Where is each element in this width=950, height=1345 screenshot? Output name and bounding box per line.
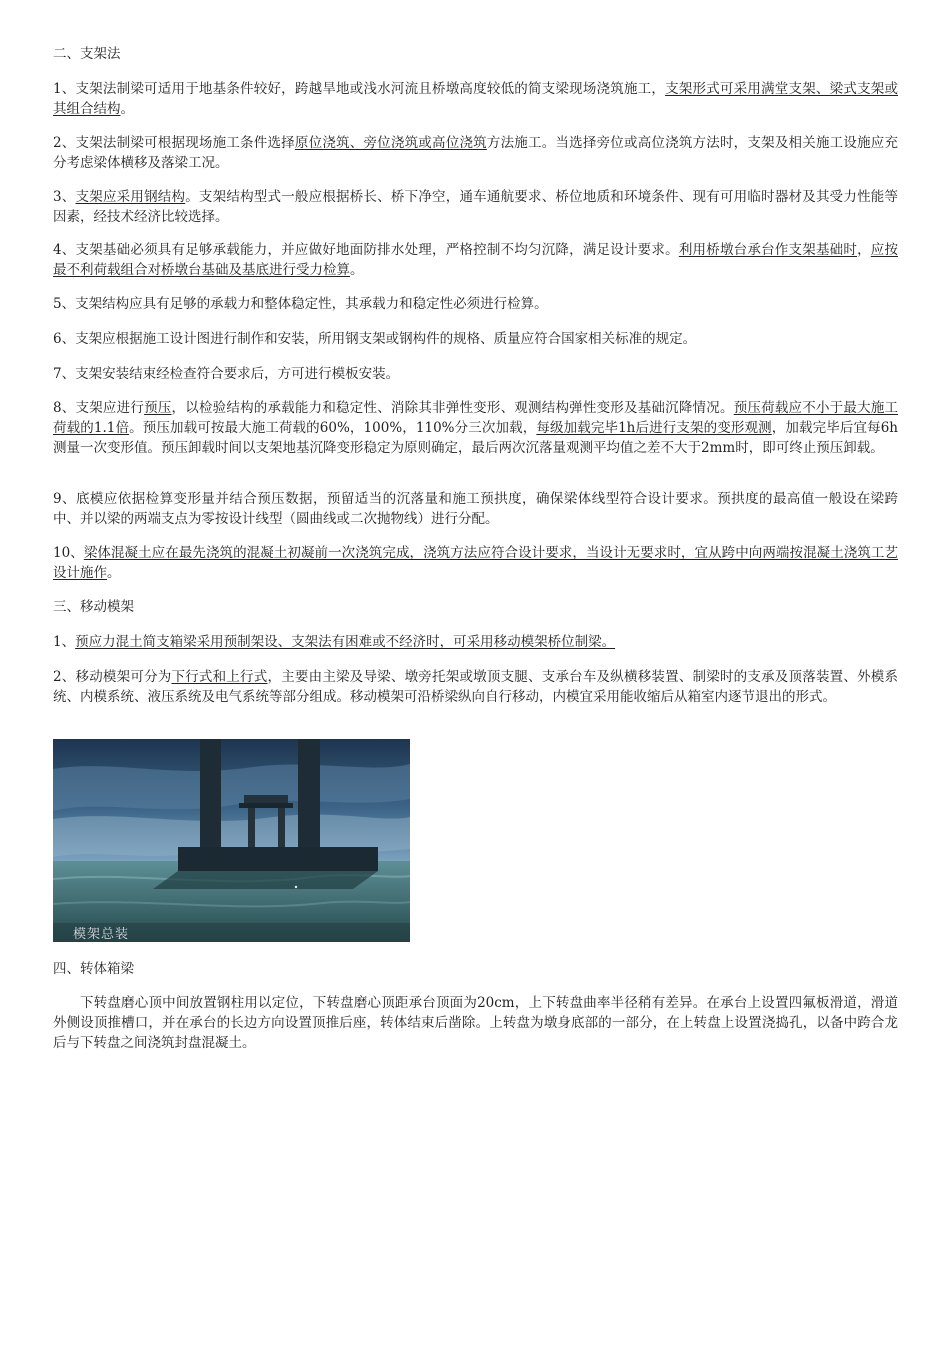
paragraph-2-7: 7、支架安装结束经检查符合要求后，方可进行模板安装。 <box>53 366 400 382</box>
section-heading-support-method: 二、支架法 <box>53 46 121 62</box>
paragraph-2-1: 1、支架法制梁可适用于地基条件较好，跨越旱地或浅水河流且桥墩高度较低的简支梁现场浇筑施工，支架形式可采用满堂支架、梁式支架或其组合结构。 <box>53 81 898 117</box>
paragraph-3-2: 2、移动模架可分为下行式和上行式，主要由主梁及导梁、墩旁托架或墩顶支腿、支承台车及纵横移装置、制梁时的支承及顶落装置、外模系统、内模系统、液压系统及电气系统等部分组成。移动模架可沿桥梁纵向自行移动，内模宜采用能收缩后从箱室内逐节退出的形式。 <box>53 669 899 705</box>
paragraph-4-1: 下转盘磨心顶中间放置钢柱用以定位，下转盘磨心顶距承台顶面为20cm，上下转盘曲率半径稍有差异。在承台上设置四氟板滑道，滑道外侧设顶推槽口，并在承台的长边方向设置顶推后座，转体结束后凿除。上转盘为墩身底部的一部分，在上转盘上设置浇捣孔，以备中跨合龙后与下转盘之间浇筑封盘混凝土。 <box>53 995 898 1051</box>
section-heading-rotating-box-girder: 四、转体箱梁 <box>53 961 134 977</box>
formwork-assembly-photo <box>53 739 410 942</box>
paragraph-2-6: 6、支架应根据施工设计图进行制作和安装，所用钢支架或钢构件的规格、质量应符合国家相关标准的规定。 <box>53 331 697 347</box>
bridge-pier-render <box>53 739 410 942</box>
paragraph-2-4: 4、支架基础必须具有足够承载能力，并应做好地面防排水处理，严格控制不均匀沉降，满足设计要求。利用桥墩台承台作支架基础时，应按最不利荷载组合对桥墩台基础及基底进行受力检算。 <box>53 242 899 278</box>
paragraph-2-9: 9、底模应依据检算变形量并结合预压数据，预留适当的沉落量和施工预拱度，确保梁体线型符合设计要求。预拱度的最高值一般设在梁跨中、并以梁的两端支点为零按设计线型（圆曲线或二次抛物线）进行分配。 <box>53 491 898 527</box>
paragraph-2-2: 2、支架法制梁可根据现场施工条件选择原位浇筑、旁位浇筑或高位浇筑方法施工。当选择旁位或高位浇筑方法时，支架及相关施工设施应充分考虑梁体横移及落梁工况。 <box>53 135 899 171</box>
paragraph-2-5: 5、支架结构应具有足够的承载力和整体稳定性，其承载力和稳定性必须进行检算。 <box>53 296 548 312</box>
paragraph-2-10: 10、梁体混凝土应在最先浇筑的混凝土初凝前一次浇筑完成，浇筑方法应符合设计要求，当设计无要求时，宜从跨中向两端按混凝土浇筑工艺设计施作。 <box>53 545 898 581</box>
paragraph-2-8: 8、支架应进行预压，以检验结构的承载能力和稳定性、消除其非弹性变形、观测结构弹性变形及基础沉降情况。预压荷载应不小于最大施工荷载的1.1倍。预压加载可按最大施工荷载的60%，100%，110%分三次加载，每级加载完毕1h后进行支架的变形观测，加载完毕后宜每6h测量一次变形值。预压卸载时间以支架地基沉降变形稳定为原则确定，最后两次沉落量观测平均值之差不大于2mm时，即可终止预压卸载。 <box>53 400 899 456</box>
section-heading-moving-formwork: 三、移动模架 <box>53 599 134 615</box>
paragraph-3-1: 1、预应力混土简支箱梁采用预制架设、支架法有困难或不经济时，可采用移动模架桥位制梁。 <box>53 634 616 650</box>
photo-caption: 模架总装 <box>73 927 130 942</box>
paragraph-2-3: 3、支架应采用钢结构。支架结构型式一般应根据桥长、桥下净空，通车通航要求、桥位地质和环境条件、现有可用临时器材及其受力性能等因素，经技术经济比较选择。 <box>53 189 899 225</box>
